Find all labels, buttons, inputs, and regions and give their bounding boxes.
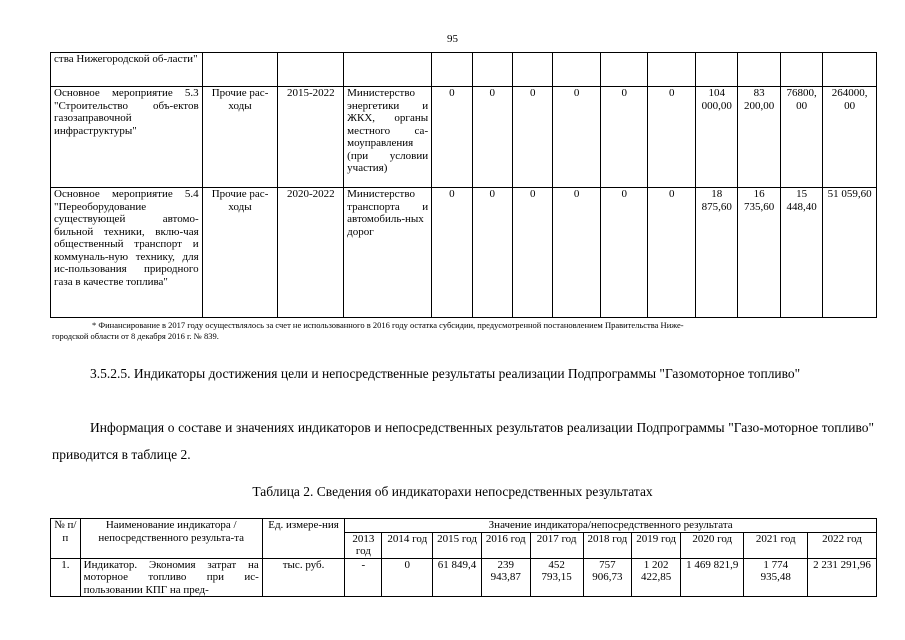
year-header: 2019 год: [632, 532, 681, 558]
expense-type: Прочие рас-ходы: [202, 188, 278, 318]
value-cell: 83 200,00: [738, 87, 780, 188]
value-cell: 18 875,60: [695, 188, 737, 318]
section-heading: [52, 364, 874, 384]
value-cell: 0: [512, 188, 552, 318]
column-header: Наименование индикатора / непосредственного результа-та: [80, 519, 262, 559]
value-cell: 76800, 00: [780, 87, 822, 188]
value-cell: 1 774 935,48: [744, 558, 808, 597]
value-cell: 0: [600, 188, 648, 318]
unit: тыс. руб.: [262, 558, 345, 597]
value-cell: 51 059,60: [823, 188, 877, 318]
footnote-line: городской области от 8 декабря 2016 г. № 839.: [52, 330, 219, 341]
value-cell: -: [345, 558, 382, 597]
value-cell: 0: [432, 188, 472, 318]
value-cell: 0: [600, 87, 648, 188]
table-caption: Таблица 2. Сведения об индикаторахи непосредственных результатах: [252, 484, 653, 499]
event-name: Основное мероприятие 5.3 "Строительство объ-ектов газозаправочной инфраструктуры": [51, 87, 203, 188]
value-cell: 2 231 291,96: [808, 558, 877, 597]
info-paragraph: [52, 414, 874, 468]
year-header: 2014 год: [382, 532, 433, 558]
value-cell: 0: [648, 87, 696, 188]
table-row: [51, 558, 877, 597]
row-number: 1.: [51, 558, 81, 597]
value-cell: 0: [553, 188, 601, 318]
year-header: 2018 год: [583, 532, 632, 558]
year-header: 2013 год: [345, 532, 382, 558]
column-header: № п/п: [51, 519, 81, 559]
value-cell: 15 448,40: [780, 188, 822, 318]
period: 2020-2022: [278, 188, 344, 318]
info-paragraph-text: Информация о составе и значениях индикаторов и непосредственных результатов реализации Подпрограммы "Газо-моторное топливо" приводится в таблице 2.: [52, 420, 874, 462]
value-cell: 104 000,00: [695, 87, 737, 188]
year-header: 2020 год: [680, 532, 744, 558]
period: 2015-2022: [278, 87, 344, 188]
value-cell: 0: [472, 87, 512, 188]
footnote-line: * Финансирование в 2017 году осуществлялось за счет не использованного в 2016 году остатка субсидии, предусмотренной постановлением Правительства Ниже-: [92, 320, 684, 330]
year-header: 2016 год: [481, 532, 530, 558]
value-cell: 0: [648, 188, 696, 318]
event-name: ства Нижегородской об-ласти": [51, 53, 203, 87]
value-cell: 0: [472, 188, 512, 318]
value-cell: 452 793,15: [530, 558, 583, 597]
column-header: Ед. измере-ния: [262, 519, 345, 559]
value-cell: 0: [432, 87, 472, 188]
table-row: [51, 188, 877, 318]
indicator-name: Индикатор. Экономия затрат на моторное топливо при ис-пользовании КПГ на пред-: [80, 558, 262, 597]
page-number: 95: [447, 33, 458, 45]
value-cell: 1 469 821,9: [680, 558, 744, 597]
executor: Министерство транспорта и автомобиль-ных дорог: [344, 188, 432, 318]
table-header-row: [51, 519, 877, 533]
value-cell: 0: [512, 87, 552, 188]
value-cell: 264000, 00: [823, 87, 877, 188]
value-cell: 239 943,87: [481, 558, 530, 597]
value-cell: 16 735,60: [738, 188, 780, 318]
value-cell: 0: [382, 558, 433, 597]
value-cell: 0: [553, 87, 601, 188]
value-cell: 1 202 422,85: [632, 558, 681, 597]
value-cell: 61 849,4: [433, 558, 482, 597]
event-name: Основное мероприятие 5.4 "Переоборудование существующей автомо-бильной техники, вклю-чая общественный транспорт и коммуналь-ную технику, для ис-пользования природного газа в качестве топлива": [51, 188, 203, 318]
financing-table: [50, 52, 877, 318]
table-row: [51, 87, 877, 188]
year-header: 2021 год: [744, 532, 808, 558]
section-heading-text: 3.5.2.5. Индикаторы достижения цели и непосредственные результаты реализации Подпрограммы "Газомоторное топливо": [90, 366, 801, 381]
year-header: 2017 год: [530, 532, 583, 558]
table-row: [51, 53, 877, 87]
footnote: [52, 320, 872, 341]
expense-type: Прочие рас-ходы: [202, 87, 278, 188]
column-group-header: Значение индикатора/непосредственного результата: [345, 519, 877, 533]
year-header: 2015 год: [433, 532, 482, 558]
executor: Министерство энергетики и ЖКХ, органы местного са-моуправления (при условии участия): [344, 87, 432, 188]
year-header: 2022 год: [808, 532, 877, 558]
value-cell: 757 906,73: [583, 558, 632, 597]
indicators-table: [50, 518, 877, 597]
